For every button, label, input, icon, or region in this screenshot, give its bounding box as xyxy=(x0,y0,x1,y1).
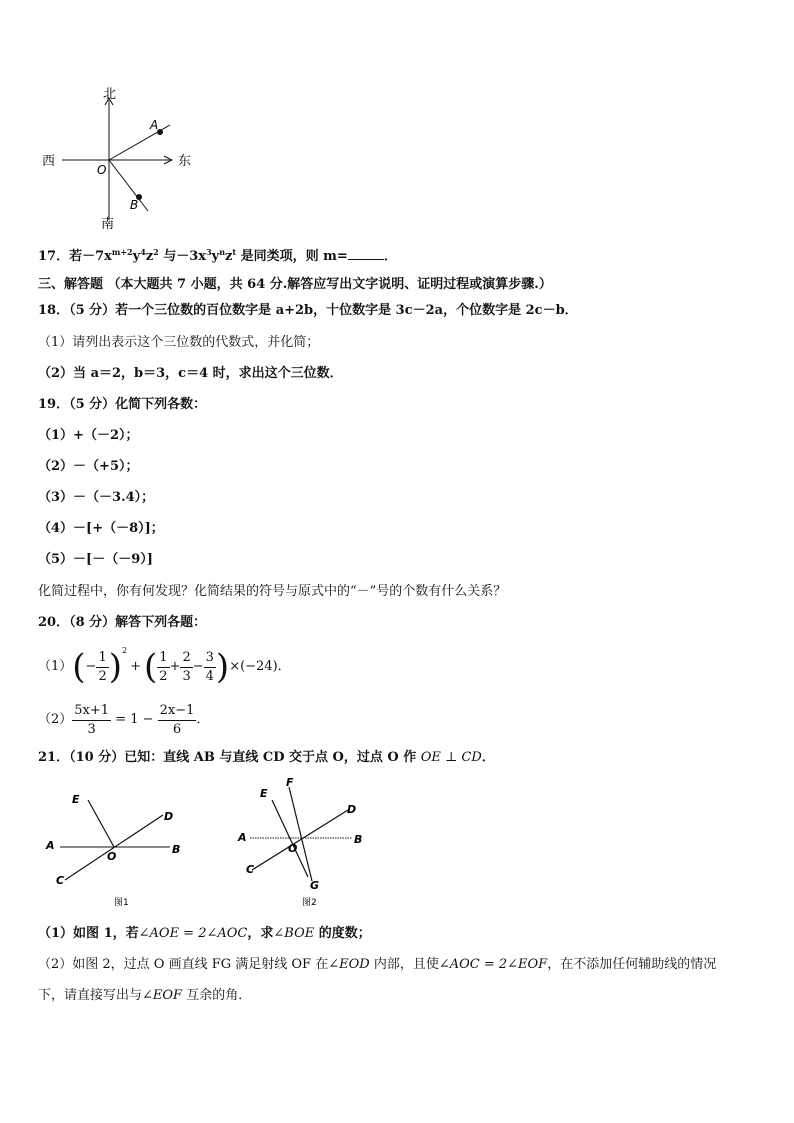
part-label: （1） xyxy=(38,659,73,674)
fraction: $\frac{2x-1}{6}$ xyxy=(159,702,195,737)
q17-text: ． xyxy=(383,249,397,264)
question-19-item-4: （4）－[+（－8）]； xyxy=(38,521,164,536)
question-19-item-3: （3）－（－3.4）； xyxy=(38,490,155,505)
q21-text: 的度数； xyxy=(314,926,371,941)
question-20-part-2 xyxy=(38,700,209,740)
q21-text: ，求 xyxy=(247,926,274,941)
q21-text: ． xyxy=(481,750,495,765)
fig2-label-b: B xyxy=(354,833,363,846)
figure-2 xyxy=(230,775,370,910)
left-paren: ( xyxy=(144,647,158,687)
compass-east: 东 xyxy=(178,154,192,169)
q21-text: （2）如图 2，过点 O 画直线 FG 满足射线 OF 在 xyxy=(38,957,329,972)
fraction: $\frac{5x+1}{3}$ xyxy=(74,702,110,737)
q21-text: （1）如图 1，若 xyxy=(38,926,139,941)
section-3-heading: 三、解答题 （本大题共 7 小题，共 64 分.解答应写出文字说明、证明过程或演算步骤.） xyxy=(38,277,552,292)
fig2-label-f: F xyxy=(286,776,294,789)
q17-text: y xyxy=(132,249,141,264)
compass-point-b: B xyxy=(130,198,139,212)
q21-math: OE ⊥ CD xyxy=(420,750,482,765)
compass-south: 南 xyxy=(101,217,115,230)
fig1-label-e: E xyxy=(72,793,80,806)
question-21-part-2-cont xyxy=(38,987,251,1005)
fig1-caption: 图1 xyxy=(114,898,129,908)
fig2-label-d: D xyxy=(347,803,357,816)
fig1-label-o: O xyxy=(107,850,117,863)
q17-text: 与－3x xyxy=(158,249,207,264)
q21-math: ∠AOE = 2∠AOC xyxy=(138,926,248,941)
question-18-part-1: （1）请列出表示这个三位数的代数式，并化简； xyxy=(38,335,320,350)
fig1-label-d: D xyxy=(164,810,174,823)
part-label: （2） xyxy=(38,712,73,727)
fraction: $\frac{1}{2}$ xyxy=(159,649,168,684)
compass-point-a: A xyxy=(150,118,159,132)
q17-exp: t xyxy=(232,247,237,257)
fig2-label-c: C xyxy=(246,863,255,876)
question-21-title xyxy=(38,749,495,767)
fig1-label-b: B xyxy=(172,843,181,856)
equation-tail: ． xyxy=(196,712,210,727)
q17-exp: 4 xyxy=(140,247,146,257)
exponent: 2 xyxy=(122,646,128,655)
fig2-label-e: E xyxy=(260,787,268,800)
compass-west: 西 xyxy=(42,154,56,169)
question-20-title: 20．（8 分）解答下列各题： xyxy=(38,615,207,630)
question-18-title: 18．（5 分）若一个三位数的百位数字是 a+2b，十位数字是 3c－2a，个位数字是 2c－b． xyxy=(38,303,578,318)
compass-north: 北 xyxy=(103,87,117,102)
question-21-part-1 xyxy=(38,925,371,943)
fig2-label-a: A xyxy=(238,831,247,844)
q17-text: 是同类项，则 m= xyxy=(236,249,348,264)
q21-math: ∠BOE xyxy=(273,926,315,941)
q17-text: z xyxy=(145,249,154,264)
question-19-item-1: （1）+（－2）； xyxy=(38,428,139,443)
right-paren: ) xyxy=(215,647,230,687)
right-paren: ) xyxy=(108,647,122,687)
question-19-item-5: （5）－[－（－9）] xyxy=(38,552,153,567)
question-19-note: 化简过程中，你有何发现？化简结果的符号与原式中的“－”号的个数有什么关系？ xyxy=(38,584,507,599)
question-19-title: 19．（5 分）化简下列各数： xyxy=(38,397,207,412)
compass-figure xyxy=(30,85,210,230)
equation-middle: = 1 − xyxy=(111,712,158,727)
q21-text: 内部，且使 xyxy=(369,957,439,972)
figure-1 xyxy=(40,785,200,910)
q21-math: ∠EOD xyxy=(328,957,370,972)
compass-origin: O xyxy=(97,163,107,177)
fig2-label-o: O xyxy=(288,842,298,855)
fraction: $\frac{3}{4}$ xyxy=(205,649,214,684)
q17-exp: m+2 xyxy=(111,247,133,257)
q17-text: y xyxy=(211,249,220,264)
q21-math: ∠AOC = 2∠EOF xyxy=(438,957,548,972)
q17-text: 17．若－7x xyxy=(38,249,112,264)
q21-math: ∠EOF xyxy=(142,988,183,1003)
left-paren: ( xyxy=(72,647,86,687)
fraction: $\frac{1}{2}$ xyxy=(98,649,107,684)
q21-text: 下，请直接写出与 xyxy=(38,988,143,1003)
question-21-part-2 xyxy=(38,956,716,974)
fraction: $\frac{2}{3}$ xyxy=(182,649,191,684)
question-17 xyxy=(38,247,397,266)
question-19-item-2: （2）－（+5）； xyxy=(38,459,139,474)
fig2-label-g: G xyxy=(310,879,320,892)
q17-exp: 2 xyxy=(153,247,159,257)
q17-text: z xyxy=(225,249,233,264)
question-18-part-2: （2）当 a＝2，b＝3，c＝4 时，求出这个三位数． xyxy=(38,366,343,381)
q21-text: ，在不添加任何辅助线的情况 xyxy=(547,957,717,972)
q17-exp: n xyxy=(219,247,226,257)
fig1-label-c: C xyxy=(56,874,65,887)
fig2-caption: 图2 xyxy=(302,898,317,908)
q21-text: 21．（10 分）已知：直线 AB 与直线 CD 交于点 O，过点 O 作 xyxy=(38,750,421,765)
expression-tail: ×(−24)． xyxy=(229,659,291,674)
q17-exp: 3 xyxy=(206,247,212,257)
answer-blank xyxy=(348,247,384,260)
q21-text: 互余的角． xyxy=(182,988,252,1003)
fig1-label-a: A xyxy=(46,839,55,852)
question-20-part-1: （1） ( − $\frac{1}{2}$ ) 2 + ( $\frac{1}{2}$ + $\frac{2}{3}$ − $\frac{3}{4}$ ) ×(−24)． xyxy=(38,645,291,689)
